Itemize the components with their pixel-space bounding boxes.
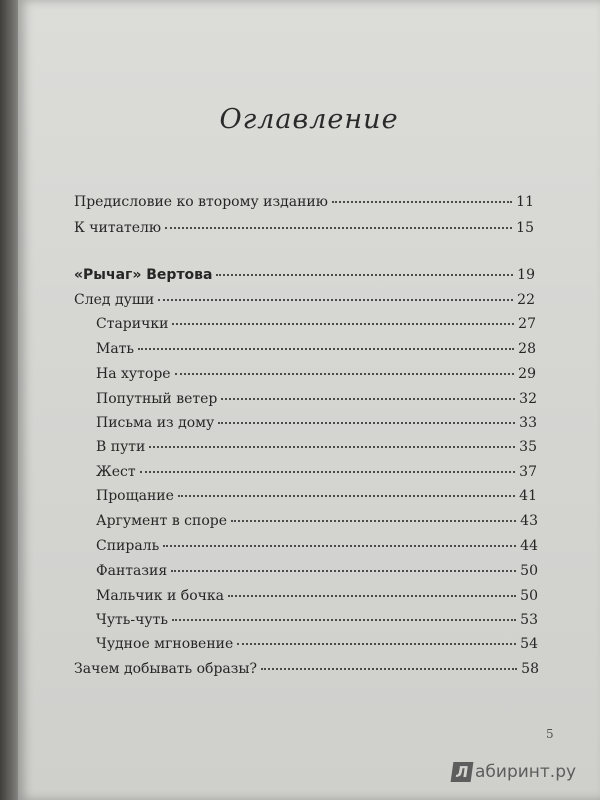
page-number: 5 bbox=[546, 727, 554, 741]
toc-entry-page: 43 bbox=[520, 513, 538, 529]
toc-entry-label: Старички bbox=[96, 316, 169, 332]
toc-entry bbox=[74, 661, 539, 681]
dot-leader bbox=[218, 422, 515, 424]
toc-entry-label: В пути bbox=[96, 439, 146, 455]
toc-entry bbox=[74, 292, 535, 312]
toc-entry bbox=[96, 464, 537, 484]
toc-entry-label: Мальчик и бочка bbox=[96, 588, 224, 604]
toc-entry-page: 32 bbox=[519, 391, 537, 407]
dot-leader bbox=[172, 323, 514, 325]
toc-entry-label: Чудное мгновение bbox=[96, 636, 234, 652]
dot-leader bbox=[140, 471, 516, 473]
toc-entry bbox=[96, 563, 538, 583]
dot-leader bbox=[178, 495, 515, 497]
dot-leader bbox=[149, 446, 515, 448]
toc-entry-page: 19 bbox=[517, 267, 535, 283]
dot-leader bbox=[158, 299, 513, 301]
toc-entry-page: 27 bbox=[518, 316, 536, 332]
toc-entry-label: Аргумент в споре bbox=[96, 513, 228, 529]
toc-entry-label: Зачем добывать образы? bbox=[74, 661, 258, 677]
toc-entry-label: На хуторе bbox=[96, 366, 171, 382]
toc-entry-page: 53 bbox=[520, 612, 538, 628]
toc-entry-page: 29 bbox=[518, 366, 536, 382]
toc-entry-page: 41 bbox=[519, 488, 537, 504]
toc-entry-page: 33 bbox=[519, 415, 537, 431]
dot-leader bbox=[175, 373, 515, 375]
toc-entry-label: «Рычаг» Вертова bbox=[74, 267, 213, 283]
toc-entry-label: След души bbox=[74, 292, 155, 308]
toc-entry-page: 37 bbox=[519, 464, 537, 480]
toc-entry bbox=[96, 636, 538, 656]
dot-leader bbox=[237, 643, 516, 645]
dot-leader bbox=[228, 595, 516, 597]
toc-entry-label: Фантазия bbox=[96, 563, 168, 579]
toc-entry-label: Предисловие ко второму изданию bbox=[74, 194, 328, 210]
toc-entry bbox=[96, 366, 536, 386]
dot-leader bbox=[163, 545, 516, 547]
toc-entry-label: К читателю bbox=[74, 220, 162, 236]
book-page bbox=[18, 0, 600, 800]
dot-leader bbox=[165, 227, 512, 229]
dot-leader bbox=[138, 348, 514, 350]
dot-leader bbox=[332, 201, 512, 203]
toc-entry bbox=[96, 341, 536, 361]
dot-leader bbox=[171, 570, 516, 572]
toc-entry bbox=[96, 391, 537, 411]
toc-entry bbox=[96, 513, 538, 533]
toc-entry-page: 44 bbox=[520, 538, 538, 554]
toc-entry-page: 15 bbox=[516, 220, 534, 236]
toc-entry-page: 50 bbox=[520, 588, 538, 604]
toc-entry-label: Жест bbox=[96, 464, 136, 480]
dot-leader bbox=[261, 668, 517, 670]
toc-entry-label: Чуть-чуть bbox=[96, 612, 169, 628]
toc-entry-page: 22 bbox=[517, 292, 535, 308]
labirint-logo-icon: Л bbox=[451, 762, 474, 782]
toc-entry bbox=[96, 588, 538, 608]
dot-leader bbox=[231, 520, 516, 522]
toc-entry-page: 50 bbox=[520, 563, 538, 579]
labirint-watermark bbox=[452, 762, 576, 782]
page-title: Оглавление bbox=[219, 104, 399, 135]
toc-entry-label: Попутный ветер bbox=[96, 391, 218, 407]
toc-entry bbox=[96, 415, 537, 435]
toc-entry bbox=[74, 267, 535, 287]
toc-entry-page: 35 bbox=[519, 439, 537, 455]
toc-entry-label: Письма из дому bbox=[96, 415, 215, 431]
toc-entry-label: Прощание bbox=[96, 488, 174, 504]
toc-entry bbox=[96, 316, 536, 336]
dot-leader bbox=[221, 398, 515, 400]
toc-entry-label: Спираль bbox=[96, 538, 160, 554]
toc-entry-page: 58 bbox=[521, 661, 539, 677]
toc-entry bbox=[74, 220, 534, 240]
toc-entry bbox=[96, 488, 537, 508]
toc-entry-page: 11 bbox=[516, 194, 534, 210]
toc-entry-page: 54 bbox=[520, 636, 538, 652]
toc-entry bbox=[96, 538, 538, 558]
watermark-text: абиринт.ру bbox=[475, 762, 577, 782]
dot-leader bbox=[172, 619, 516, 621]
toc-entry-page: 28 bbox=[518, 341, 536, 357]
toc-entry bbox=[96, 612, 538, 632]
toc-entry bbox=[96, 439, 537, 459]
book-spine-shadow bbox=[0, 0, 20, 800]
toc-entry bbox=[74, 194, 534, 214]
toc-entry-label: Мать bbox=[96, 341, 135, 357]
dot-leader bbox=[216, 274, 513, 276]
